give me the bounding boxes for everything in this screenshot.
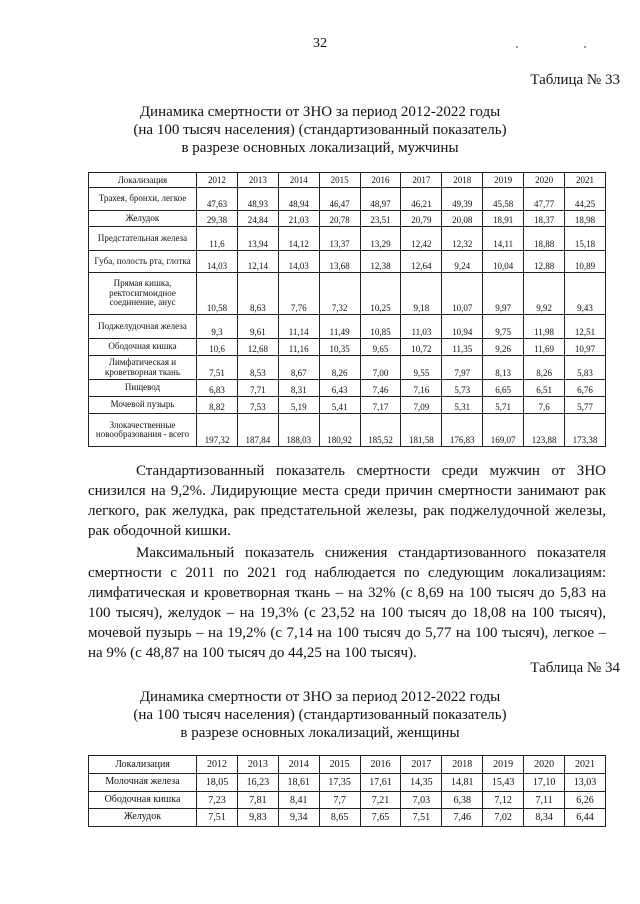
cell-value: 8,41 (278, 792, 319, 809)
table-33-label: Таблица № 33 (530, 72, 620, 88)
cell-localization: Злокачественные новообразования - всего (89, 414, 197, 447)
table-33-men-mortality (88, 172, 606, 447)
cell-value: 11,14 (278, 315, 319, 339)
cell-value: 10,07 (442, 273, 483, 315)
cell-value: 6,65 (483, 380, 524, 397)
page-number: 32 (313, 36, 327, 51)
cell-value: 10,04 (483, 251, 524, 273)
column-header-year: 2016 (360, 173, 401, 188)
column-header-year: 2019 (483, 173, 524, 188)
cell-value: 11,35 (442, 339, 483, 356)
cell-value: 10,25 (360, 273, 401, 315)
cell-value: 12,32 (442, 227, 483, 251)
table-34-title-line: (на 100 тысяч населения) (стандартизованный показатель) (133, 707, 507, 723)
cell-value: 5,41 (319, 397, 360, 414)
column-header-year: 2017 (401, 173, 442, 188)
cell-value: 9,97 (483, 273, 524, 315)
cell-localization: Предстательная железа (89, 227, 197, 251)
cell-localization: Трахея, бронхи, легкое (89, 188, 197, 211)
cell-value: 20,78 (319, 211, 360, 227)
table-row (89, 339, 606, 356)
cell-value: 6,26 (565, 792, 606, 809)
cell-localization: Лимфатическая и кроветворная ткань (89, 356, 197, 380)
cell-value: 10,94 (442, 315, 483, 339)
cell-value: 48,94 (278, 188, 319, 211)
cell-value: 7,6 (524, 397, 565, 414)
cell-value: 11,16 (278, 339, 319, 356)
cell-value: 9,34 (278, 809, 319, 827)
cell-value: 7,03 (401, 792, 442, 809)
cell-value: 13,37 (319, 227, 360, 251)
table-33-title (0, 103, 640, 157)
column-header-year: 2015 (319, 173, 360, 188)
column-header-year: 2020 (524, 173, 565, 188)
cell-value: 7,11 (524, 792, 565, 809)
cell-localization: Мочевой пузырь (89, 397, 197, 414)
column-header-year: 2017 (401, 756, 442, 774)
table-row (89, 211, 606, 227)
table-33-title-line: (на 100 тысяч населения) (стандартизованный показатель) (133, 122, 507, 138)
cell-value: 10,72 (401, 339, 442, 356)
cell-value: 14,81 (442, 774, 483, 792)
cell-value: 8,34 (524, 809, 565, 827)
cell-value: 29,38 (197, 211, 238, 227)
cell-value: 9,3 (197, 315, 238, 339)
column-header-year: 2014 (278, 756, 319, 774)
cell-value: 6,38 (442, 792, 483, 809)
cell-value: 169,07 (483, 414, 524, 447)
cell-value: 15,18 (565, 227, 606, 251)
table-row (89, 315, 606, 339)
cell-value: 18,98 (565, 211, 606, 227)
cell-value: 10,35 (319, 339, 360, 356)
cell-value: 10,58 (197, 273, 238, 315)
cell-value: 7,21 (360, 792, 401, 809)
cell-value: 11,98 (524, 315, 565, 339)
cell-value: 8,13 (483, 356, 524, 380)
table-row (89, 227, 606, 251)
table-34-title-line: Динамика смертности от ЗНО за период 2012-2022 годы (139, 689, 501, 705)
cell-value: 7,46 (442, 809, 483, 827)
cell-value: 14,03 (278, 251, 319, 273)
cell-value: 5,71 (483, 397, 524, 414)
column-header-localization: Локализация (89, 756, 197, 774)
table-row (89, 809, 606, 827)
cell-value: 18,88 (524, 227, 565, 251)
cell-value: 9,92 (524, 273, 565, 315)
column-header-localization: Локализация (89, 173, 197, 188)
cell-value: 16,23 (237, 774, 278, 792)
cell-value: 8,63 (237, 273, 278, 315)
table-34-title (0, 688, 640, 742)
cell-value: 5,73 (442, 380, 483, 397)
cell-localization: Пищевод (89, 380, 197, 397)
cell-localization: Прямая кишка, ректосигмоидное соединение, анус (89, 273, 197, 315)
cell-value: 6,51 (524, 380, 565, 397)
table-row (89, 273, 606, 315)
cell-value: 7,7 (319, 792, 360, 809)
cell-value: 5,83 (565, 356, 606, 380)
cell-value: 9,55 (401, 356, 442, 380)
cell-value: 20,08 (442, 211, 483, 227)
cell-value: 21,03 (278, 211, 319, 227)
cell-localization: Ободочная кишка (89, 792, 197, 809)
table-row (89, 380, 606, 397)
column-header-year: 2012 (197, 756, 238, 774)
cell-value: 188,03 (278, 414, 319, 447)
cell-value: 7,32 (319, 273, 360, 315)
table-34-label: Таблица № 34 (530, 660, 620, 676)
cell-value: 7,51 (197, 809, 238, 827)
cell-value: 13,03 (565, 774, 606, 792)
column-header-year: 2013 (237, 173, 278, 188)
cell-value: 45,58 (483, 188, 524, 211)
cell-localization: Губа, полость рта, глотка (89, 251, 197, 273)
table-header-row (89, 756, 606, 774)
cell-value: 7,16 (401, 380, 442, 397)
column-header-year: 2015 (319, 756, 360, 774)
cell-value: 7,23 (197, 792, 238, 809)
cell-localization: Поджелудочная железа (89, 315, 197, 339)
cell-value: 7,53 (237, 397, 278, 414)
cell-value: 10,85 (360, 315, 401, 339)
cell-value: 185,52 (360, 414, 401, 447)
cell-value: 7,02 (483, 809, 524, 827)
column-header-year: 2021 (565, 173, 606, 188)
column-header-year: 2019 (483, 756, 524, 774)
cell-value: 123,88 (524, 414, 565, 447)
table-header-row (89, 173, 606, 188)
cell-value: 9,24 (442, 251, 483, 273)
cell-value: 47,63 (197, 188, 238, 211)
cell-value: 7,51 (401, 809, 442, 827)
cell-value: 11,69 (524, 339, 565, 356)
cell-value: 7,46 (360, 380, 401, 397)
cell-value: 6,76 (565, 380, 606, 397)
cell-value: 5,77 (565, 397, 606, 414)
cell-value: 8,53 (237, 356, 278, 380)
cell-value: 9,26 (483, 339, 524, 356)
cell-value: 7,76 (278, 273, 319, 315)
cell-value: 17,35 (319, 774, 360, 792)
cell-localization: Ободочная кишка (89, 339, 197, 356)
cell-value: 10,89 (565, 251, 606, 273)
cell-value: 12,42 (401, 227, 442, 251)
cell-value: 12,14 (237, 251, 278, 273)
cell-value: 18,05 (197, 774, 238, 792)
cell-value: 8,31 (278, 380, 319, 397)
cell-value: 11,49 (319, 315, 360, 339)
cell-value: 9,75 (483, 315, 524, 339)
column-header-year: 2021 (565, 756, 606, 774)
cell-value: 187,84 (237, 414, 278, 447)
table-row (89, 397, 606, 414)
cell-value: 20,79 (401, 211, 442, 227)
column-header-year: 2016 (360, 756, 401, 774)
cell-value: 15,43 (483, 774, 524, 792)
cell-value: 9,65 (360, 339, 401, 356)
cell-value: 49,39 (442, 188, 483, 211)
cell-value: 12,88 (524, 251, 565, 273)
cell-value: 18,61 (278, 774, 319, 792)
table-row (89, 774, 606, 792)
cell-value: 6,43 (319, 380, 360, 397)
cell-value: 7,51 (197, 356, 238, 380)
cell-value: 14,35 (401, 774, 442, 792)
cell-localization: Желудок (89, 809, 197, 827)
cell-value: 7,00 (360, 356, 401, 380)
cell-value: 7,71 (237, 380, 278, 397)
cell-value: 5,31 (442, 397, 483, 414)
table-row (89, 188, 606, 211)
cell-value: 7,09 (401, 397, 442, 414)
table-33-title-line: в разрезе основных локализаций, мужчины (181, 140, 459, 156)
cell-localization: Желудок (89, 211, 197, 227)
column-header-year: 2018 (442, 756, 483, 774)
cell-value: 24,84 (237, 211, 278, 227)
column-header-year: 2014 (278, 173, 319, 188)
cell-value: 12,64 (401, 251, 442, 273)
cell-value: 7,17 (360, 397, 401, 414)
cell-value: 12,68 (237, 339, 278, 356)
cell-value: 197,32 (197, 414, 238, 447)
cell-value: 12,51 (565, 315, 606, 339)
cell-value: 13,29 (360, 227, 401, 251)
cell-value: 13,94 (237, 227, 278, 251)
table-row (89, 414, 606, 447)
cell-value: 176,83 (442, 414, 483, 447)
cell-value: 181,58 (401, 414, 442, 447)
cell-value: 14,11 (483, 227, 524, 251)
cell-value: 8,82 (197, 397, 238, 414)
cell-value: 7,81 (237, 792, 278, 809)
cell-value: 12,38 (360, 251, 401, 273)
table-row (89, 792, 606, 809)
cell-value: 8,65 (319, 809, 360, 827)
cell-value: 23,51 (360, 211, 401, 227)
cell-value: 46,21 (401, 188, 442, 211)
table-33-title-line: Динамика смертности от ЗНО за период 2012-2022 годы (139, 104, 501, 120)
table-34-title-line: в разрезе основных локализаций, женщины (180, 725, 460, 741)
column-header-year: 2012 (197, 173, 238, 188)
column-header-year: 2013 (237, 756, 278, 774)
cell-value: 9,61 (237, 315, 278, 339)
cell-value: 8,67 (278, 356, 319, 380)
cell-value: 9,18 (401, 273, 442, 315)
cell-value: 173,38 (565, 414, 606, 447)
cell-value: 17,61 (360, 774, 401, 792)
cell-value: 7,12 (483, 792, 524, 809)
cell-value: 11,03 (401, 315, 442, 339)
column-header-year: 2020 (524, 756, 565, 774)
cell-value: 17,10 (524, 774, 565, 792)
cell-value: 10,6 (197, 339, 238, 356)
column-header-year: 2018 (442, 173, 483, 188)
scan-speck (516, 46, 518, 48)
cell-value: 48,97 (360, 188, 401, 211)
cell-value: 5,19 (278, 397, 319, 414)
cell-value: 6,44 (565, 809, 606, 827)
table-row (89, 356, 606, 380)
table-row (89, 251, 606, 273)
cell-value: 13,68 (319, 251, 360, 273)
cell-value: 14,12 (278, 227, 319, 251)
cell-value: 7,97 (442, 356, 483, 380)
cell-value: 44,25 (565, 188, 606, 211)
cell-value: 8,26 (319, 356, 360, 380)
cell-value: 47,77 (524, 188, 565, 211)
cell-value: 9,43 (565, 273, 606, 315)
cell-value: 11,6 (197, 227, 238, 251)
cell-value: 14,03 (197, 251, 238, 273)
cell-value: 9,83 (237, 809, 278, 827)
cell-value: 6,83 (197, 380, 238, 397)
table-34-women-mortality (88, 755, 606, 827)
cell-value: 10,97 (565, 339, 606, 356)
cell-localization: Молочная железа (89, 774, 197, 792)
cell-value: 46,47 (319, 188, 360, 211)
cell-value: 18,91 (483, 211, 524, 227)
cell-value: 18,37 (524, 211, 565, 227)
cell-value: 48,93 (237, 188, 278, 211)
scan-speck (584, 46, 586, 48)
cell-value: 8,26 (524, 356, 565, 380)
cell-value: 180,92 (319, 414, 360, 447)
paragraph-summary: Стандартизованный показатель смертности среди мужчин от ЗНО снизился на 9,2%. Лидирующие места среди причин смертности занимают рак легкого, рак желудка, рак предстательной железы, рак поджелудочной железы, рак ободочной кишки. (88, 463, 606, 539)
paragraph-decline: Максимальный показатель снижения стандартизованного показателя смертности с 2011 по 2021 год наблюдается по следующим локализациям: лимфатическая и кроветворная ткань – на 32% (с 8,69 на 100 тысяч до 5,83 на 100 тысяч), желудок – на 19,3% (с 23,52 на 100 тысяч до 18,08 на 100 тысяч), мочевой пузырь – на 19,2% (с 7,14 на 100 тысяч до 5,77 на 100 тысяч), легкое – на 9% (с 48,87 на 100 тысяч до 44,25 на 100 тысяч). (88, 545, 606, 661)
cell-value: 7,65 (360, 809, 401, 827)
